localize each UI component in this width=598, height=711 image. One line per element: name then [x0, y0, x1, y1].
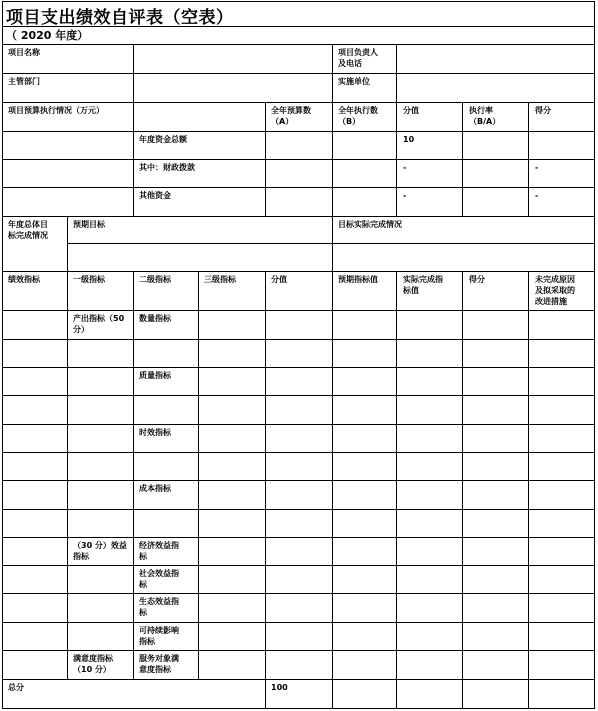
actual-goal-label: 目标实际完成情况 [338, 220, 402, 229]
economic-index-label: 经济效益指 标 [139, 541, 179, 561]
expected-value-label: 预期指标值 [338, 275, 378, 284]
annual-budget-label: 全年预算数 （A） [271, 106, 311, 126]
form-title: 项目支出绩效自评表（空表） [6, 8, 234, 28]
points2-label: 得分 [469, 275, 485, 284]
level2-label: 二级指标 [139, 275, 171, 284]
quality-index-label: 质量指标 [139, 371, 171, 380]
year-label: （ 2020 年度） [6, 29, 89, 42]
dept-label: 主管部门 [8, 77, 40, 86]
score-ten: 10 [403, 135, 415, 144]
score-label: 分值 [403, 106, 419, 115]
actual-value-label: 实际完成指 标值 [403, 275, 443, 295]
output-index-label: 产出指标（50 分） [73, 314, 125, 334]
dash-cell: - [535, 191, 539, 200]
annual-total-label: 年度资金总额 [139, 135, 187, 144]
cost-index-label: 成本指标 [139, 484, 171, 493]
perf-index-label: 绩效指标 [8, 275, 40, 284]
score2-label: 分值 [271, 275, 287, 284]
level1-label: 一级指标 [73, 275, 105, 284]
quantity-index-label: 数量指标 [139, 314, 171, 323]
level3-label: 三级指标 [204, 275, 236, 284]
fiscal-label: 其中：财政拨款 [139, 163, 195, 172]
dash-cell: - [403, 163, 407, 172]
dash-cell: - [535, 163, 539, 172]
project-leader-label: 项目负责人 及电话 [338, 48, 378, 68]
total-score: 100 [271, 683, 288, 692]
overall-goal-label: 年度总体目 标完成情况 [8, 220, 48, 240]
points-label: 得分 [535, 106, 551, 115]
reason-label: 未完成原因 及拟采取的 改进措施 [535, 275, 575, 306]
timeliness-index-label: 时效指标 [139, 428, 171, 437]
exec-rate-label: 执行率 （B/A） [469, 106, 501, 126]
eco-index-label: 生态效益指 标 [139, 597, 179, 617]
impl-unit-label: 实施单位 [338, 77, 370, 86]
other-funds-label: 其他资金 [139, 191, 171, 200]
project-name-label: 项目名称 [8, 48, 40, 57]
benefit-index-label: （30 分）效益 指标 [73, 541, 127, 561]
expected-goal-label: 预期目标 [73, 220, 105, 229]
satisfaction-index-label: 满意度指标 （10 分） [73, 654, 113, 674]
annual-exec-label: 全年执行数 （B） [338, 106, 378, 126]
budget-exec-label: 项目预算执行情况（万元） [8, 106, 104, 115]
service-sat-index-label: 服务对象满 意度指标 [139, 654, 179, 674]
total-label: 总分 [8, 683, 24, 692]
sustain-index-label: 可持续影响 指标 [139, 626, 179, 646]
social-index-label: 社会效益指 标 [139, 569, 179, 589]
dash-cell: - [403, 191, 407, 200]
